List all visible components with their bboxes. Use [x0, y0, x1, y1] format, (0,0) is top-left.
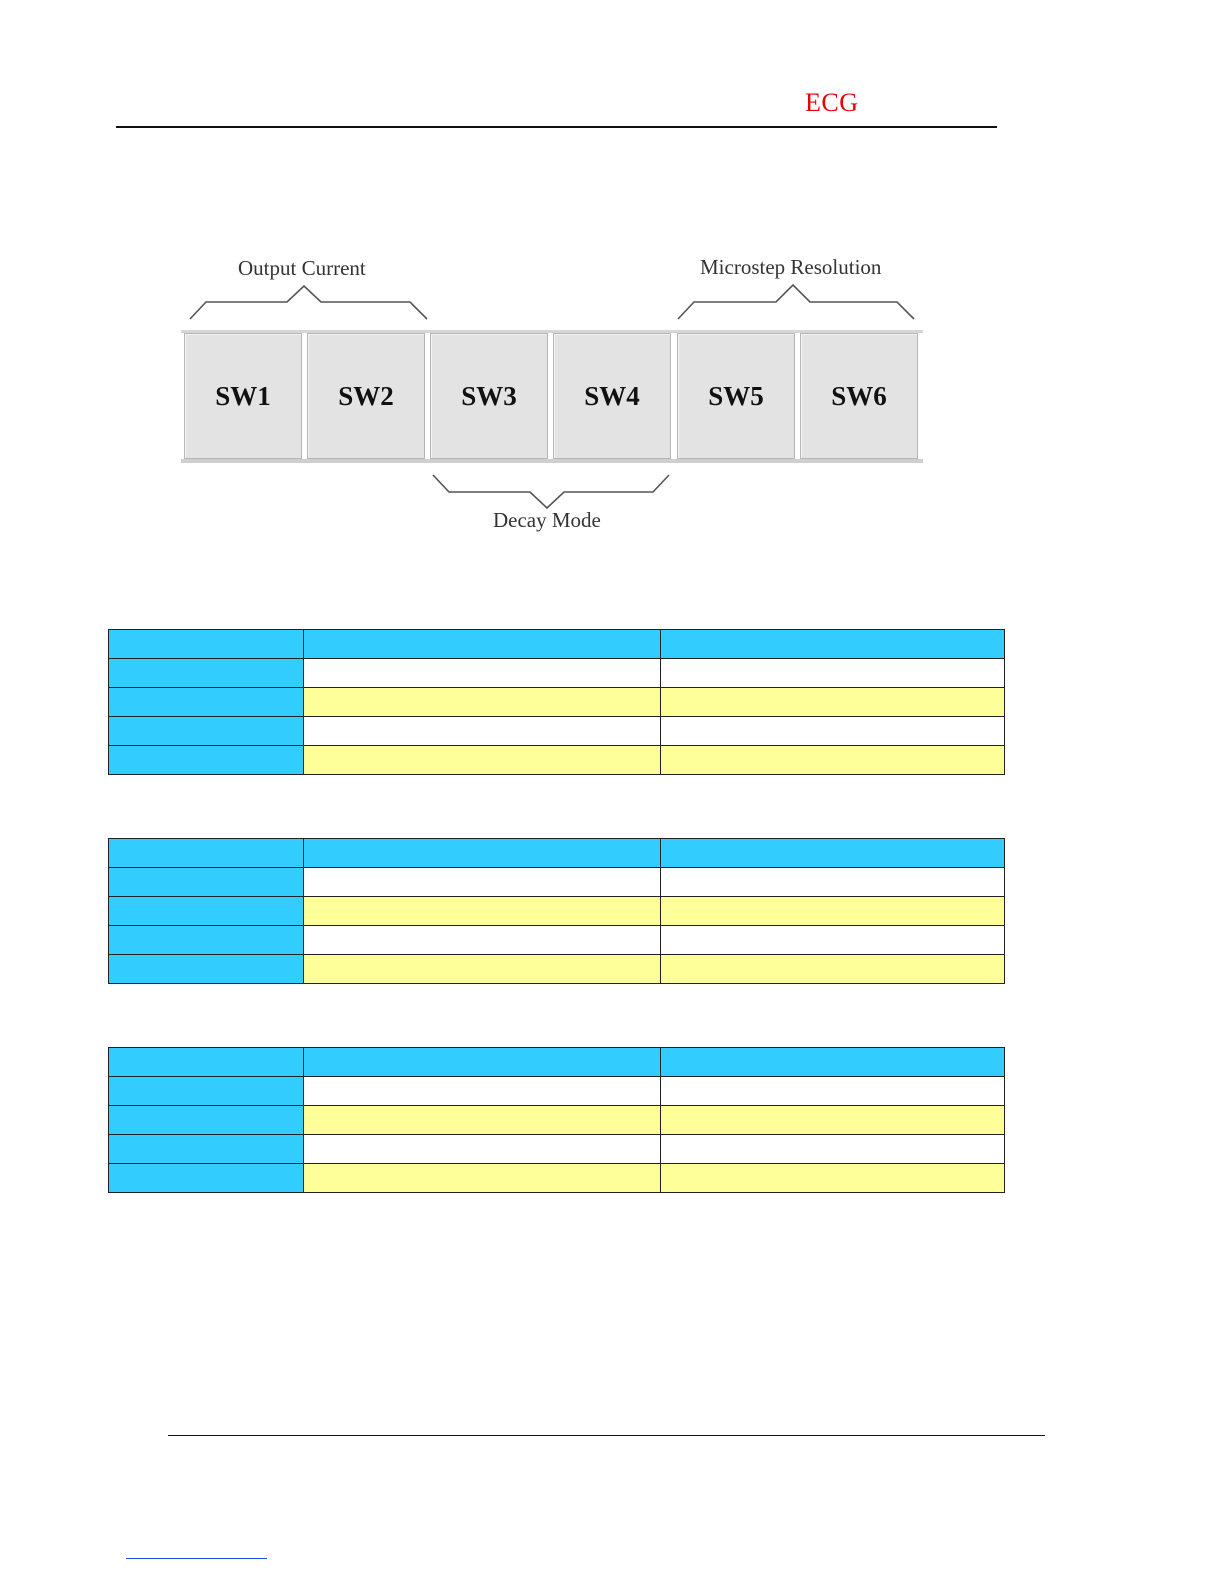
switch-sw6: SW6 [800, 333, 918, 459]
dip-switch-diagram [0, 0, 1224, 560]
switch-sw2: SW2 [307, 333, 425, 459]
group-braces [0, 0, 1224, 560]
table-header-row [109, 630, 1005, 659]
table-row [109, 659, 1005, 688]
table-row [109, 688, 1005, 717]
switch-sw3: SW3 [430, 333, 548, 459]
switch-sw5: SW5 [677, 333, 795, 459]
table-row [109, 1077, 1005, 1106]
table-header-row [109, 839, 1005, 868]
decay-mode-brace [433, 475, 669, 508]
table-row [109, 926, 1005, 955]
table-row [109, 717, 1005, 746]
footer-divider [168, 1435, 1045, 1436]
output-current-label: Output Current [238, 256, 366, 280]
microstep-resolution-brace [678, 285, 914, 319]
table-row [109, 1106, 1005, 1135]
table-row [109, 1135, 1005, 1164]
switch-sw1: SW1 [184, 333, 302, 459]
brand-logo-text: ECG [805, 88, 859, 117]
footer-link-underline[interactable] [126, 1558, 267, 1559]
table-row [109, 1164, 1005, 1193]
table-row [109, 746, 1005, 775]
settings-table-3 [108, 1047, 1005, 1193]
table-row [109, 897, 1005, 926]
output-current-brace [190, 286, 427, 319]
table-row [109, 868, 1005, 897]
table-row [109, 955, 1005, 984]
switch-block-base [181, 459, 923, 463]
settings-table-2 [108, 838, 1005, 984]
decay-mode-label: Decay Mode [493, 508, 601, 532]
microstep-resolution-label: Microstep Resolution [700, 255, 882, 279]
settings-table-1 [108, 629, 1005, 775]
switch-sw4: SW4 [553, 333, 671, 459]
table-header-row [109, 1048, 1005, 1077]
